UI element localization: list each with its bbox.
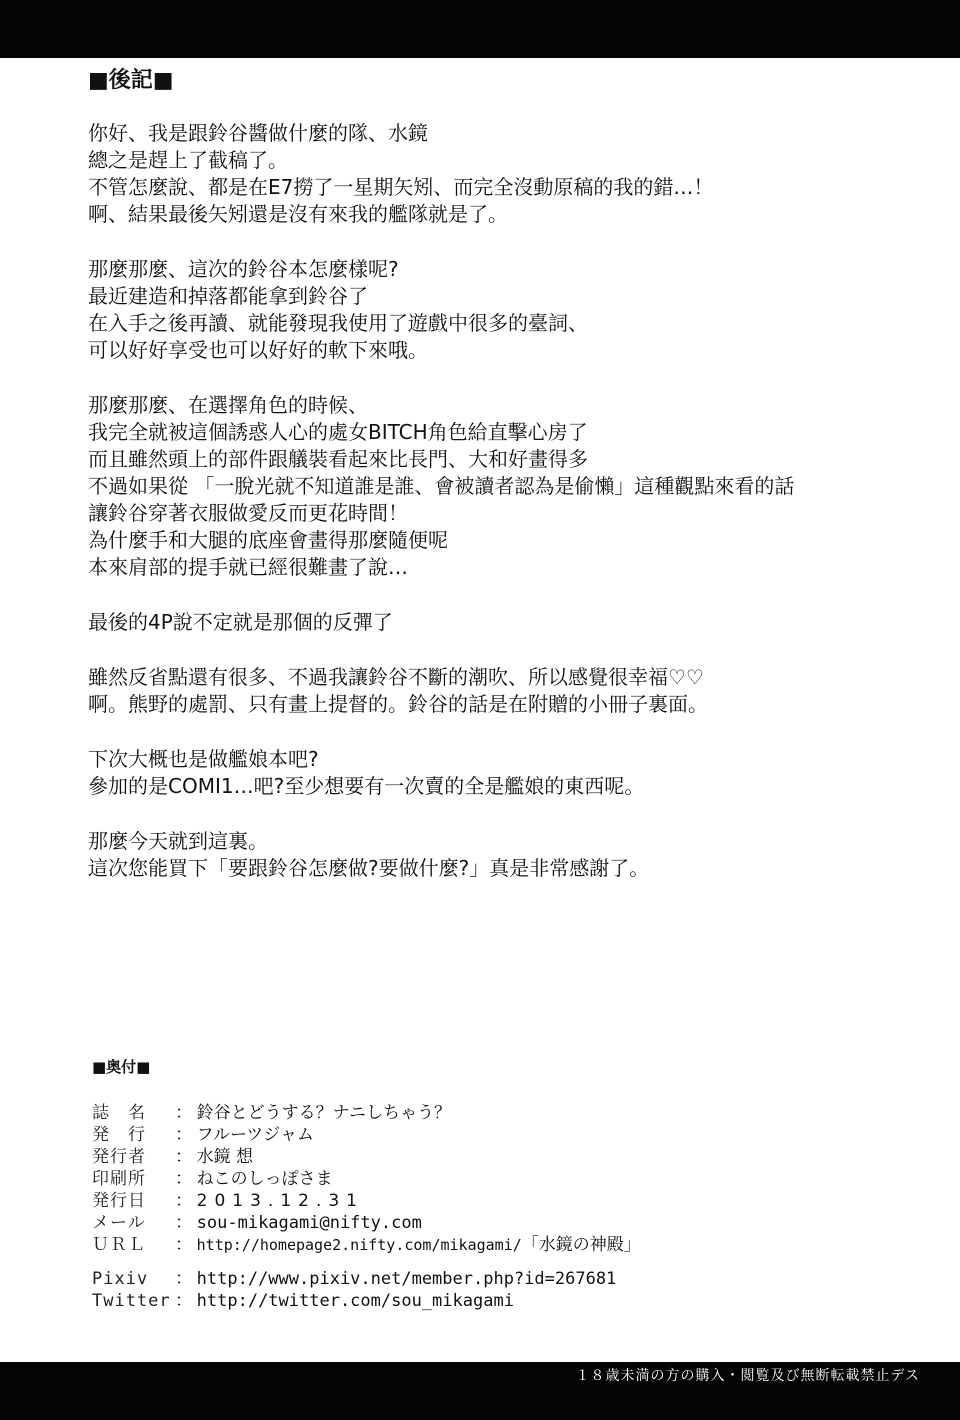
twitter-link[interactable]: http://twitter.com/sou_mikagami xyxy=(196,1291,514,1311)
paragraph xyxy=(88,256,888,364)
colophon-value: 鈴谷とどうする？ナニしちゃう？ xyxy=(196,1103,451,1123)
colophon-separator: ： xyxy=(175,1103,193,1123)
email-link[interactable]: sou-mikagami@nifty.com xyxy=(196,1213,422,1233)
text-line: 那麼今天就到這裏。 xyxy=(88,829,268,853)
site-name: 「水鏡の神殿」 xyxy=(521,1235,641,1255)
colophon-label: ＵＲＬ xyxy=(92,1235,146,1255)
colophon-row-printer xyxy=(92,1168,641,1190)
afterword-body xyxy=(88,120,888,910)
colophon-row-date xyxy=(92,1190,641,1212)
colophon-row-email xyxy=(92,1212,641,1234)
text-line: 為什麼手和大腿的底座會畫得那麼隨便呢 xyxy=(88,528,448,552)
colophon-value: 2013.12.31 xyxy=(196,1191,364,1211)
colophon-row-publisher xyxy=(92,1124,641,1146)
colophon-label: Twitter xyxy=(92,1291,171,1311)
text-line: 不管怎麼說、都是在E7撈了一星期矢矧、而完全沒動原稿的我的錯…！ xyxy=(88,175,714,199)
paragraph xyxy=(88,120,888,228)
colophon-value: ねこのしっぽさま xyxy=(196,1169,333,1189)
text-line: 最近建造和掉落都能拿到鈴谷了 xyxy=(88,284,368,308)
colophon-row-title xyxy=(92,1102,641,1124)
text-line: 本來肩部的提手就已經很難畫了說… xyxy=(88,555,408,579)
colophon-row-url xyxy=(92,1234,641,1256)
text-line: 啊、結果最後矢矧還是沒有來我的艦隊就是了。 xyxy=(88,202,508,226)
text-line: 這次您能買下「要跟鈴谷怎麼做?要做什麼?」真是非常感謝了。 xyxy=(88,856,650,880)
colophon-label: メール xyxy=(92,1213,146,1233)
colophon-row-pixiv xyxy=(92,1268,641,1290)
colophon-value xyxy=(197,1234,641,1256)
paragraph xyxy=(88,664,888,718)
colophon-label: 誌 名 xyxy=(92,1103,146,1123)
colophon-separator: ： xyxy=(175,1291,193,1311)
colophon-heading: ■奥付■ xyxy=(92,1058,151,1076)
paragraph xyxy=(88,746,888,800)
text-line: 可以好好享受也可以好好的軟下來哦。 xyxy=(88,338,428,362)
colophon-label: 発行日 xyxy=(92,1191,146,1211)
text-line: 你好、我是跟鈴谷醬做什麼的隊、水鏡 xyxy=(88,121,428,145)
text-line: 我完全就被這個誘惑人心的處女BITCH角色給直擊心房了 xyxy=(88,420,588,444)
paragraph xyxy=(88,392,888,581)
text-line: 下次大概也是做艦娘本吧? xyxy=(88,747,319,771)
homepage-link[interactable]: http://homepage2.nifty.com/mikagami/ xyxy=(196,1236,522,1254)
age-restriction-notice: １８歳未満の方の購入・閲覧及び無断転載禁止デス xyxy=(575,1368,920,1384)
colophon-label: 印刷所 xyxy=(92,1169,146,1189)
text-line: 不過如果從 「一脫光就不知道誰是誰、會被讀者認為是偷懶」這種觀點來看的話 xyxy=(88,474,795,498)
top-black-band xyxy=(0,0,960,58)
colophon-label: 発行者 xyxy=(92,1147,146,1167)
text-line: 那麼那麼、在選擇角色的時候、 xyxy=(88,393,368,417)
paragraph xyxy=(88,609,888,636)
text-line: 總之是趕上了截稿了。 xyxy=(88,148,288,172)
colophon-value: 水鏡 想 xyxy=(196,1147,254,1167)
colophon-table xyxy=(92,1102,641,1312)
colophon-separator: ： xyxy=(175,1125,193,1145)
colophon-value: フルーツジャム xyxy=(196,1125,314,1145)
text-line: 在入手之後再讀、就能發現我使用了遊戲中很多的臺詞、 xyxy=(88,311,588,335)
text-line: 參加的是COMI1…吧?至少想要有一次賣的全是艦娘的東西呢。 xyxy=(88,774,645,798)
colophon-label: 発 行 xyxy=(92,1125,146,1145)
text-line: 最後的4P說不定就是那個的反彈了 xyxy=(88,610,393,634)
colophon-row-twitter xyxy=(92,1290,641,1312)
text-line: 而且雖然頭上的部件跟艤裝看起來比長門、大和好畫得多 xyxy=(88,447,588,471)
text-line: 讓鈴谷穿著衣服做愛反而更花時間！ xyxy=(88,501,408,525)
afterword-heading: ■後記■ xyxy=(88,68,174,93)
text-line: 那麼那麼、這次的鈴谷本怎麼樣呢? xyxy=(88,257,399,281)
colophon-separator: ： xyxy=(175,1269,193,1289)
spacer-row xyxy=(92,1256,641,1268)
text-line: 雖然反省點還有很多、不過我讓鈴谷不斷的潮吹、所以感覺很幸福♡♡ xyxy=(88,665,704,689)
colophon-row-issuer xyxy=(92,1146,641,1168)
text-line: 啊。熊野的處罰、只有畫上提督的。鈴谷的話是在附贈的小冊子裏面。 xyxy=(88,692,708,716)
colophon-separator: ： xyxy=(175,1147,193,1167)
colophon-separator: ： xyxy=(175,1191,193,1211)
colophon-label: Pixiv xyxy=(92,1269,149,1289)
colophon-separator: ： xyxy=(175,1235,193,1255)
colophon-separator: ： xyxy=(175,1169,193,1189)
pixiv-link[interactable]: http://www.pixiv.net/member.php?id=267681 xyxy=(196,1269,617,1289)
paragraph xyxy=(88,828,888,882)
colophon-separator: ： xyxy=(175,1213,193,1233)
